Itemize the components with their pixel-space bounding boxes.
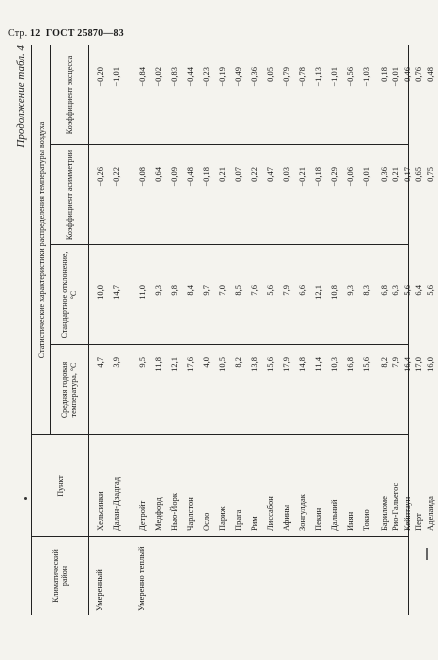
- city-cell: Дальний: [329, 499, 339, 531]
- climate-table: [31, 45, 435, 615]
- table-row: [232, 45, 246, 615]
- std-dev-cell: 6,6: [297, 285, 307, 296]
- excess-cell: 0,76: [413, 67, 424, 82]
- header-std: Стандартное отклонение, °С: [60, 251, 78, 339]
- table-row: [312, 45, 326, 615]
- table-continuation-caption: Продолжение табл. 4: [15, 45, 27, 148]
- mean-temp-cell: 16,0: [424, 357, 435, 372]
- asymmetry-cell: 0,75: [424, 167, 435, 182]
- region-cell: Умеренно теплый: [136, 546, 146, 611]
- mean-temp-cell: 17,0: [413, 357, 424, 372]
- excess-cell: −0,19: [217, 67, 227, 87]
- std-dev-cell: 5,6: [424, 285, 435, 296]
- asymmetry-cell: −0,08: [137, 167, 147, 187]
- table-row: [424, 45, 438, 615]
- mean-temp-cell: 16,8: [345, 357, 355, 372]
- std-dev-cell: 9,8: [169, 285, 179, 296]
- excess-cell: 0,18: [379, 67, 389, 82]
- table-row: [200, 45, 214, 615]
- std-dev-cell: 12,1: [313, 285, 323, 300]
- std-dev-cell: 6,4: [413, 285, 424, 296]
- asymmetry-cell: 0,36: [379, 167, 389, 182]
- table-row: [344, 45, 358, 615]
- excess-cell: −0,36: [249, 67, 259, 87]
- rotated-table-block: [15, 45, 435, 615]
- std-dev-cell: 5,6: [401, 285, 412, 296]
- table-row: [152, 45, 166, 615]
- mean-temp-cell: 14,8: [297, 357, 307, 372]
- header-bottom-rule: [88, 45, 89, 615]
- mean-temp-cell: 8,2: [379, 357, 389, 368]
- asymmetry-cell: 0,21: [390, 167, 401, 182]
- asymmetry-cell: −0,18: [201, 167, 211, 187]
- city-cell: Афины: [281, 504, 291, 531]
- city-cell: Детройт: [137, 500, 147, 531]
- std-dev-cell: 14,7: [111, 285, 121, 300]
- city-cell: Рим: [249, 516, 259, 531]
- standard-code: ГОСТ 25870—83: [45, 28, 124, 39]
- mean-temp-cell: 7,9: [390, 357, 401, 368]
- excess-cell: −0,83: [169, 67, 179, 87]
- asymmetry-cell: 0,17: [401, 167, 412, 182]
- city-cell: Бариломе: [379, 496, 389, 531]
- excess-cell: −0,84: [137, 67, 147, 87]
- std-dev-cell: 9,3: [345, 285, 355, 296]
- table-row: [110, 45, 124, 615]
- asymmetry-cell: 0,07: [233, 167, 243, 182]
- excess-cell: −0,79: [281, 67, 291, 87]
- excess-cell: −0,23: [201, 67, 211, 87]
- city-cell: Лиссабон: [265, 496, 275, 531]
- std-dev-cell: 6,8: [379, 285, 389, 296]
- excess-cell: −0,49: [233, 67, 243, 87]
- mean-temp-cell: 11,8: [153, 357, 163, 372]
- std-dev-cell: 9,7: [201, 285, 211, 296]
- excess-cell: −0,78: [297, 67, 307, 87]
- mean-temp-cell: 15,6: [361, 357, 371, 372]
- table-row: [248, 45, 262, 615]
- std-dev-cell: 8,3: [361, 285, 371, 296]
- mean-temp-cell: 17,9: [281, 357, 291, 372]
- excess-cell: −0,01: [390, 67, 401, 87]
- mean-temp-cell: 17,6: [185, 357, 195, 372]
- header-city: Пункт: [55, 475, 65, 497]
- city-cell: Париж: [217, 506, 227, 531]
- city-cell: Чарлстон: [185, 497, 195, 531]
- table-row: [168, 45, 182, 615]
- table-row: [94, 45, 108, 615]
- std-dev-cell: 7,0: [217, 285, 227, 296]
- std-dev-cell: 8,4: [185, 285, 195, 296]
- city-cell: Токио: [361, 509, 371, 531]
- mean-temp-cell: 16,4: [401, 357, 412, 372]
- asymmetry-cell: −0,01: [361, 167, 371, 187]
- excess-cell: 0,05: [265, 67, 275, 82]
- table-row: [184, 45, 198, 615]
- mean-temp-cell: 3,9: [111, 357, 121, 368]
- mean-temp-cell: 10,5: [217, 357, 227, 372]
- table-row: [136, 45, 150, 615]
- header-exc: Коэффициент эксцесса: [64, 55, 74, 135]
- city-cell: Инян: [345, 511, 355, 531]
- asymmetry-cell: −0,22: [111, 167, 121, 187]
- excess-cell: −1,03: [361, 67, 371, 87]
- city-cell: Кейптаун: [401, 496, 412, 531]
- excess-cell: −0,44: [185, 67, 195, 87]
- asymmetry-cell: 0,47: [265, 167, 275, 182]
- std-dev-cell: 7,9: [281, 285, 291, 296]
- std-dev-cell: 7,6: [249, 285, 259, 296]
- mean-temp-cell: 4,7: [95, 357, 105, 368]
- std-dev-cell: 8,5: [233, 285, 243, 296]
- std-dev-cell: 9,3: [153, 285, 163, 296]
- header-group: Статистические характеристики распределения температуры воздуха: [36, 121, 46, 359]
- header-region: Климатический район: [51, 549, 69, 603]
- mean-temp-cell: 15,6: [265, 357, 275, 372]
- asymmetry-cell: 0,03: [281, 167, 291, 182]
- asymmetry-cell: −0,06: [345, 167, 355, 187]
- city-cell: Пекин: [313, 507, 323, 531]
- table-row: [216, 45, 230, 615]
- page-header: [8, 28, 124, 39]
- excess-cell: −0,02: [153, 67, 163, 87]
- table-row: [328, 45, 342, 615]
- excess-cell: −1,01: [111, 67, 121, 87]
- asymmetry-cell: −0,26: [95, 167, 105, 187]
- asymmetry-cell: −0,21: [297, 167, 307, 187]
- city-cell: Рио-Гальегос: [390, 482, 401, 531]
- excess-cell: −0,56: [345, 67, 355, 87]
- mean-temp-cell: 4,0: [201, 357, 211, 368]
- city-cell: Далан-Дзадгад: [111, 476, 121, 531]
- city-cell: Медфорд: [153, 497, 163, 531]
- mean-temp-cell: 9,5: [137, 357, 147, 368]
- city-cell: Аделаида: [424, 496, 435, 531]
- city-cell: Осло: [201, 512, 211, 531]
- asymmetry-cell: −0,48: [185, 167, 195, 187]
- mean-temp-cell: 13,8: [249, 357, 259, 372]
- header-asym: Коэффициент асимметрии: [64, 149, 74, 241]
- std-dev-cell: 10,8: [329, 285, 339, 300]
- excess-cell: −1,13: [313, 67, 323, 87]
- asymmetry-cell: −0,29: [329, 167, 339, 187]
- excess-cell: −1,01: [329, 67, 339, 87]
- excess-cell: 0,48: [424, 67, 435, 82]
- table-row: [264, 45, 278, 615]
- asymmetry-cell: 0,64: [153, 167, 163, 182]
- table-row: [280, 45, 294, 615]
- mean-temp-cell: 10,3: [329, 357, 339, 372]
- city-cell: Перт: [413, 513, 424, 531]
- city-cell: Хельсинки: [95, 491, 105, 531]
- std-dev-cell: 5,6: [265, 285, 275, 296]
- table-row: [360, 45, 374, 615]
- asymmetry-cell: −0,18: [313, 167, 323, 187]
- city-cell: Прага: [233, 509, 243, 531]
- asymmetry-cell: 0,22: [249, 167, 259, 182]
- excess-cell: −0,20: [95, 67, 105, 87]
- region-cell: Умеренный: [94, 569, 104, 611]
- excess-cell: 0,46: [401, 67, 412, 82]
- std-dev-cell: 11,0: [137, 285, 147, 300]
- city-cell: Нью-Йорк: [169, 493, 179, 531]
- mean-temp-cell: 8,2: [233, 357, 243, 368]
- page-number: 12: [30, 28, 41, 39]
- asymmetry-cell: 0,21: [217, 167, 227, 182]
- page-label: Стр.: [8, 28, 28, 39]
- mean-temp-cell: 12,1: [169, 357, 179, 372]
- std-dev-cell: 6,3: [390, 285, 401, 296]
- asymmetry-cell: 0,65: [413, 167, 424, 182]
- std-dev-cell: 10,0: [95, 285, 105, 300]
- table-row: [296, 45, 310, 615]
- city-cell: Зонгулдак: [297, 494, 307, 531]
- asymmetry-cell: −0,09: [169, 167, 179, 187]
- mean-temp-cell: 11,4: [313, 357, 323, 372]
- header-mean: Средняя годовая температура, °С: [60, 361, 78, 419]
